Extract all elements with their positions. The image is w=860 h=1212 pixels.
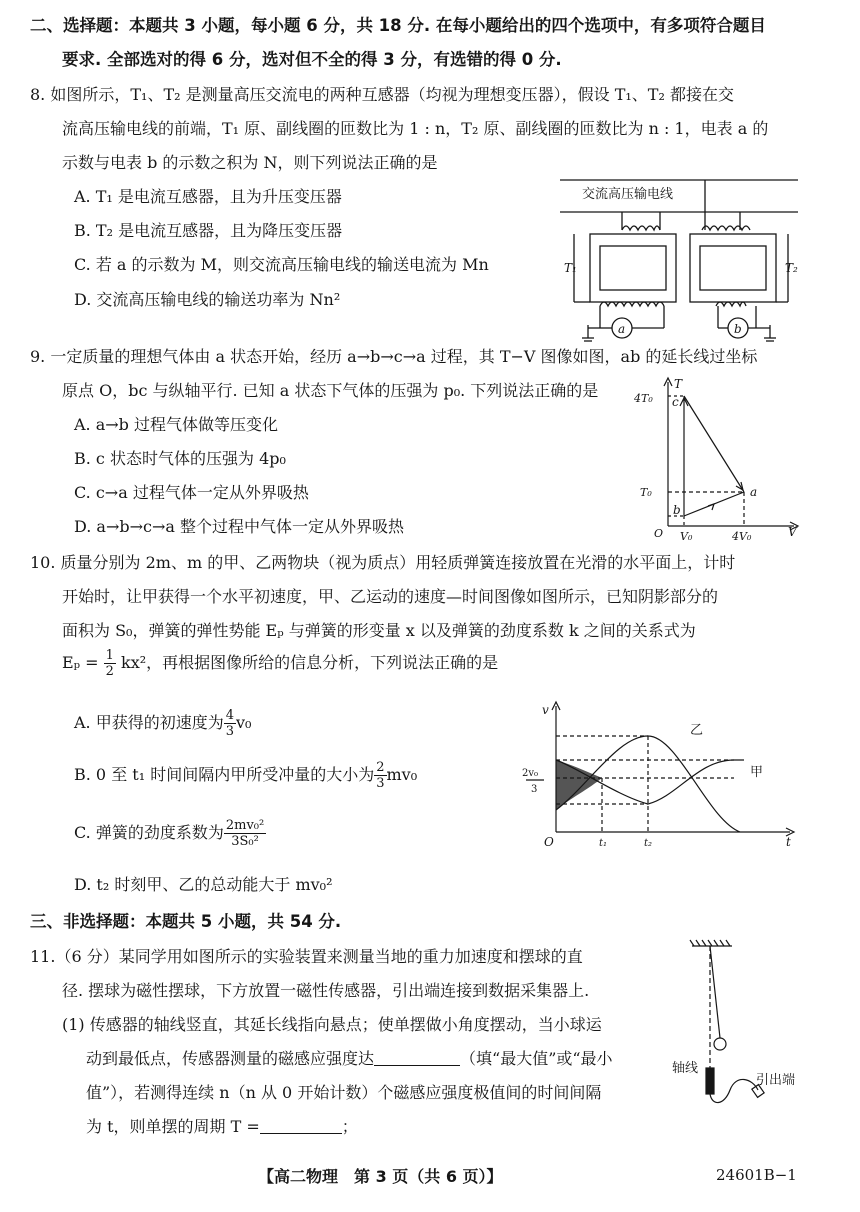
q10-stem-line2: 开始时，让甲获得一个水平初速度，甲、乙运动的速度—时间图像如图所示，已知阴影部分的 — [62, 587, 719, 606]
q10-tick-t2: t₂ — [644, 838, 653, 849]
q9-tick-4t0: 4T₀ — [634, 392, 653, 405]
q10-label-yi: 乙 — [690, 723, 704, 738]
q11-blank-1 — [374, 1049, 460, 1066]
q11-blank-2 — [260, 1117, 342, 1134]
q10-option-c: C. 弹簧的劲度系数为 $\frac{\text{2mv₀²}}{\text{3S₀²}}$ — [74, 818, 265, 849]
q11-lead-label: 引出端 — [756, 1073, 796, 1088]
q9-option-b: B. c 状态时气体的压强为 4p₀ — [74, 449, 286, 468]
q8-fig-t2: T₂ — [785, 261, 798, 275]
q9-option-a: A. a→b 过程气体做等压变化 — [74, 415, 279, 434]
q8-option-a: A. T₁ 是电流互感器，且为升压变压器 — [74, 187, 342, 206]
q8-fig-meter-b: b — [734, 322, 742, 336]
q10-y-den: 3 — [531, 784, 538, 795]
q10-vt-graph — [518, 700, 798, 852]
section2-title-line1: 二、选择题：本题共 3 小题，每小题 6 分，共 18 分. 在每小题给出的四个选项中，有多项符合题目 — [30, 16, 766, 35]
q10-option-d: D. t₂ 时刻甲、乙的总动能大于 mv₀² — [74, 875, 333, 894]
q9-option-d: D. a→b→c→a 整个过程中气体一定从外界吸热 — [74, 517, 405, 536]
q11-part1-line2: 动到最低点，传感器测量的磁感应强度达 （填“最大值”或“最小 — [86, 1049, 613, 1068]
q8-fig-meter-a: a — [618, 322, 626, 336]
q11-stem-line2: 径. 摆球为磁性摆球，下方放置一磁性传感器，引出端连接到数据采集器上. — [62, 981, 590, 1000]
q10-origin: O — [544, 835, 554, 849]
q10-option-a: A. 甲获得的初速度为 $\frac{4}{3}$ v₀ — [74, 708, 252, 739]
paper-code: 24601B−1 — [716, 1166, 797, 1184]
q9-tick-4v0: 4V₀ — [732, 530, 752, 543]
q10-y-num: 2v₀ — [522, 768, 539, 779]
q11-part1-line3: 值”），若测得连续 n（n 从 0 开始计数）个磁感应强度极值间的时间间隔 — [86, 1083, 602, 1102]
q9-option-c: C. c→a 过程气体一定从外界吸热 — [74, 483, 309, 502]
q9-point-b: b — [673, 503, 681, 517]
q8-option-c: C. 若 a 的示数为 M，则交流高压输电线的输送电流为 Mn — [74, 255, 489, 274]
q9-tv-graph — [628, 376, 803, 543]
q9-axis-t: T — [674, 377, 683, 391]
q10-axis-t: t — [786, 835, 791, 849]
q9-tick-t0: T₀ — [640, 486, 652, 499]
q11-stem-line1: 11.（6 分）某同学用如图所示的实验装置来测量当地的重力加速度和摆球的直 — [30, 947, 583, 966]
q11-axis-label: 轴线 — [672, 1061, 699, 1076]
q11-part1-line4: 为 t，则单摆的周期 T = ； — [86, 1117, 358, 1136]
q9-point-a: a — [750, 485, 758, 499]
q9-axis-v: V — [788, 525, 797, 539]
q10-stem-line4: Eₚ = $\frac{1}{2}$ kx²，再根据图像所给的信息分析，下列说法正确的是 — [62, 648, 499, 679]
q10-option-b: B. 0 至 t₁ 时间间隔内甲所受冲量的大小为 $\frac{2}{3}$ mv₀ — [74, 760, 418, 791]
q8-fig-t1: T₁ — [564, 261, 577, 275]
q9-stem-line2: 原点 O，bc 与纵轴平行. 已知 a 状态下气体的压强为 p₀. 下列说法正确的是 — [62, 381, 599, 400]
q10-stem-line1: 10. 质量分别为 2m、m 的甲、乙两物块（视为质点）用轻质弹簧连接放置在光滑的水平面上，计时 — [30, 553, 736, 572]
q9-tick-v0: V₀ — [680, 530, 693, 543]
q11-part1-line1: (1) 传感器的轴线竖直，其延长线指向悬点；使单摆做小角度摆动，当小球运 — [62, 1015, 602, 1034]
q9-point-c: c — [672, 395, 679, 409]
q11-pendulum-figure — [668, 940, 818, 1120]
page-footer: 【高二物理 第 3 页（共 6 页）】 — [258, 1167, 503, 1186]
section3-title: 三、非选择题：本题共 5 小题，共 54 分. — [30, 912, 342, 931]
q8-stem-line2: 流高压输电线的前端，T₁ 原、副线圈的匝数比为 1 : n，T₂ 原、副线圈的匝数比为 n : 1，电表 a 的 — [62, 119, 769, 138]
q9-stem-line1: 9. 一定质量的理想气体由 a 状态开始，经历 a→b→c→a 过程，其 T−V 图像如图，ab 的延长线过坐标 — [30, 347, 758, 366]
q10-label-jia: 甲 — [750, 765, 764, 780]
q9-origin: O — [654, 527, 664, 540]
q8-transformer-figure — [560, 170, 800, 345]
q8-stem-line1: 8. 如图所示，T₁、T₂ 是测量高压交流电的两种互感器（均视为理想变压器），假设 T₁、T₂ 都接在交 — [30, 85, 734, 104]
q10-stem-line3: 面积为 S₀，弹簧的弹性势能 Eₚ 与弹簧的形变量 x 以及弹簧的劲度系数 k 之间的关系式为 — [62, 621, 696, 640]
q8-option-b: B. T₂ 是电流互感器，且为降压变压器 — [74, 221, 343, 240]
q8-stem-line3: 示数与电表 b 的示数之积为 N，则下列说法正确的是 — [62, 153, 438, 172]
q10-axis-v: v — [542, 703, 549, 717]
q8-option-d: D. 交流高压输电线的输送功率为 Nn² — [74, 290, 341, 309]
q10-tick-t1: t₁ — [599, 838, 608, 849]
section2-title-line2: 要求. 全部选对的得 6 分，选对但不全的得 3 分，有选错的得 0 分. — [62, 50, 562, 69]
q8-fig-line-label: 交流高压输电线 — [582, 187, 674, 202]
